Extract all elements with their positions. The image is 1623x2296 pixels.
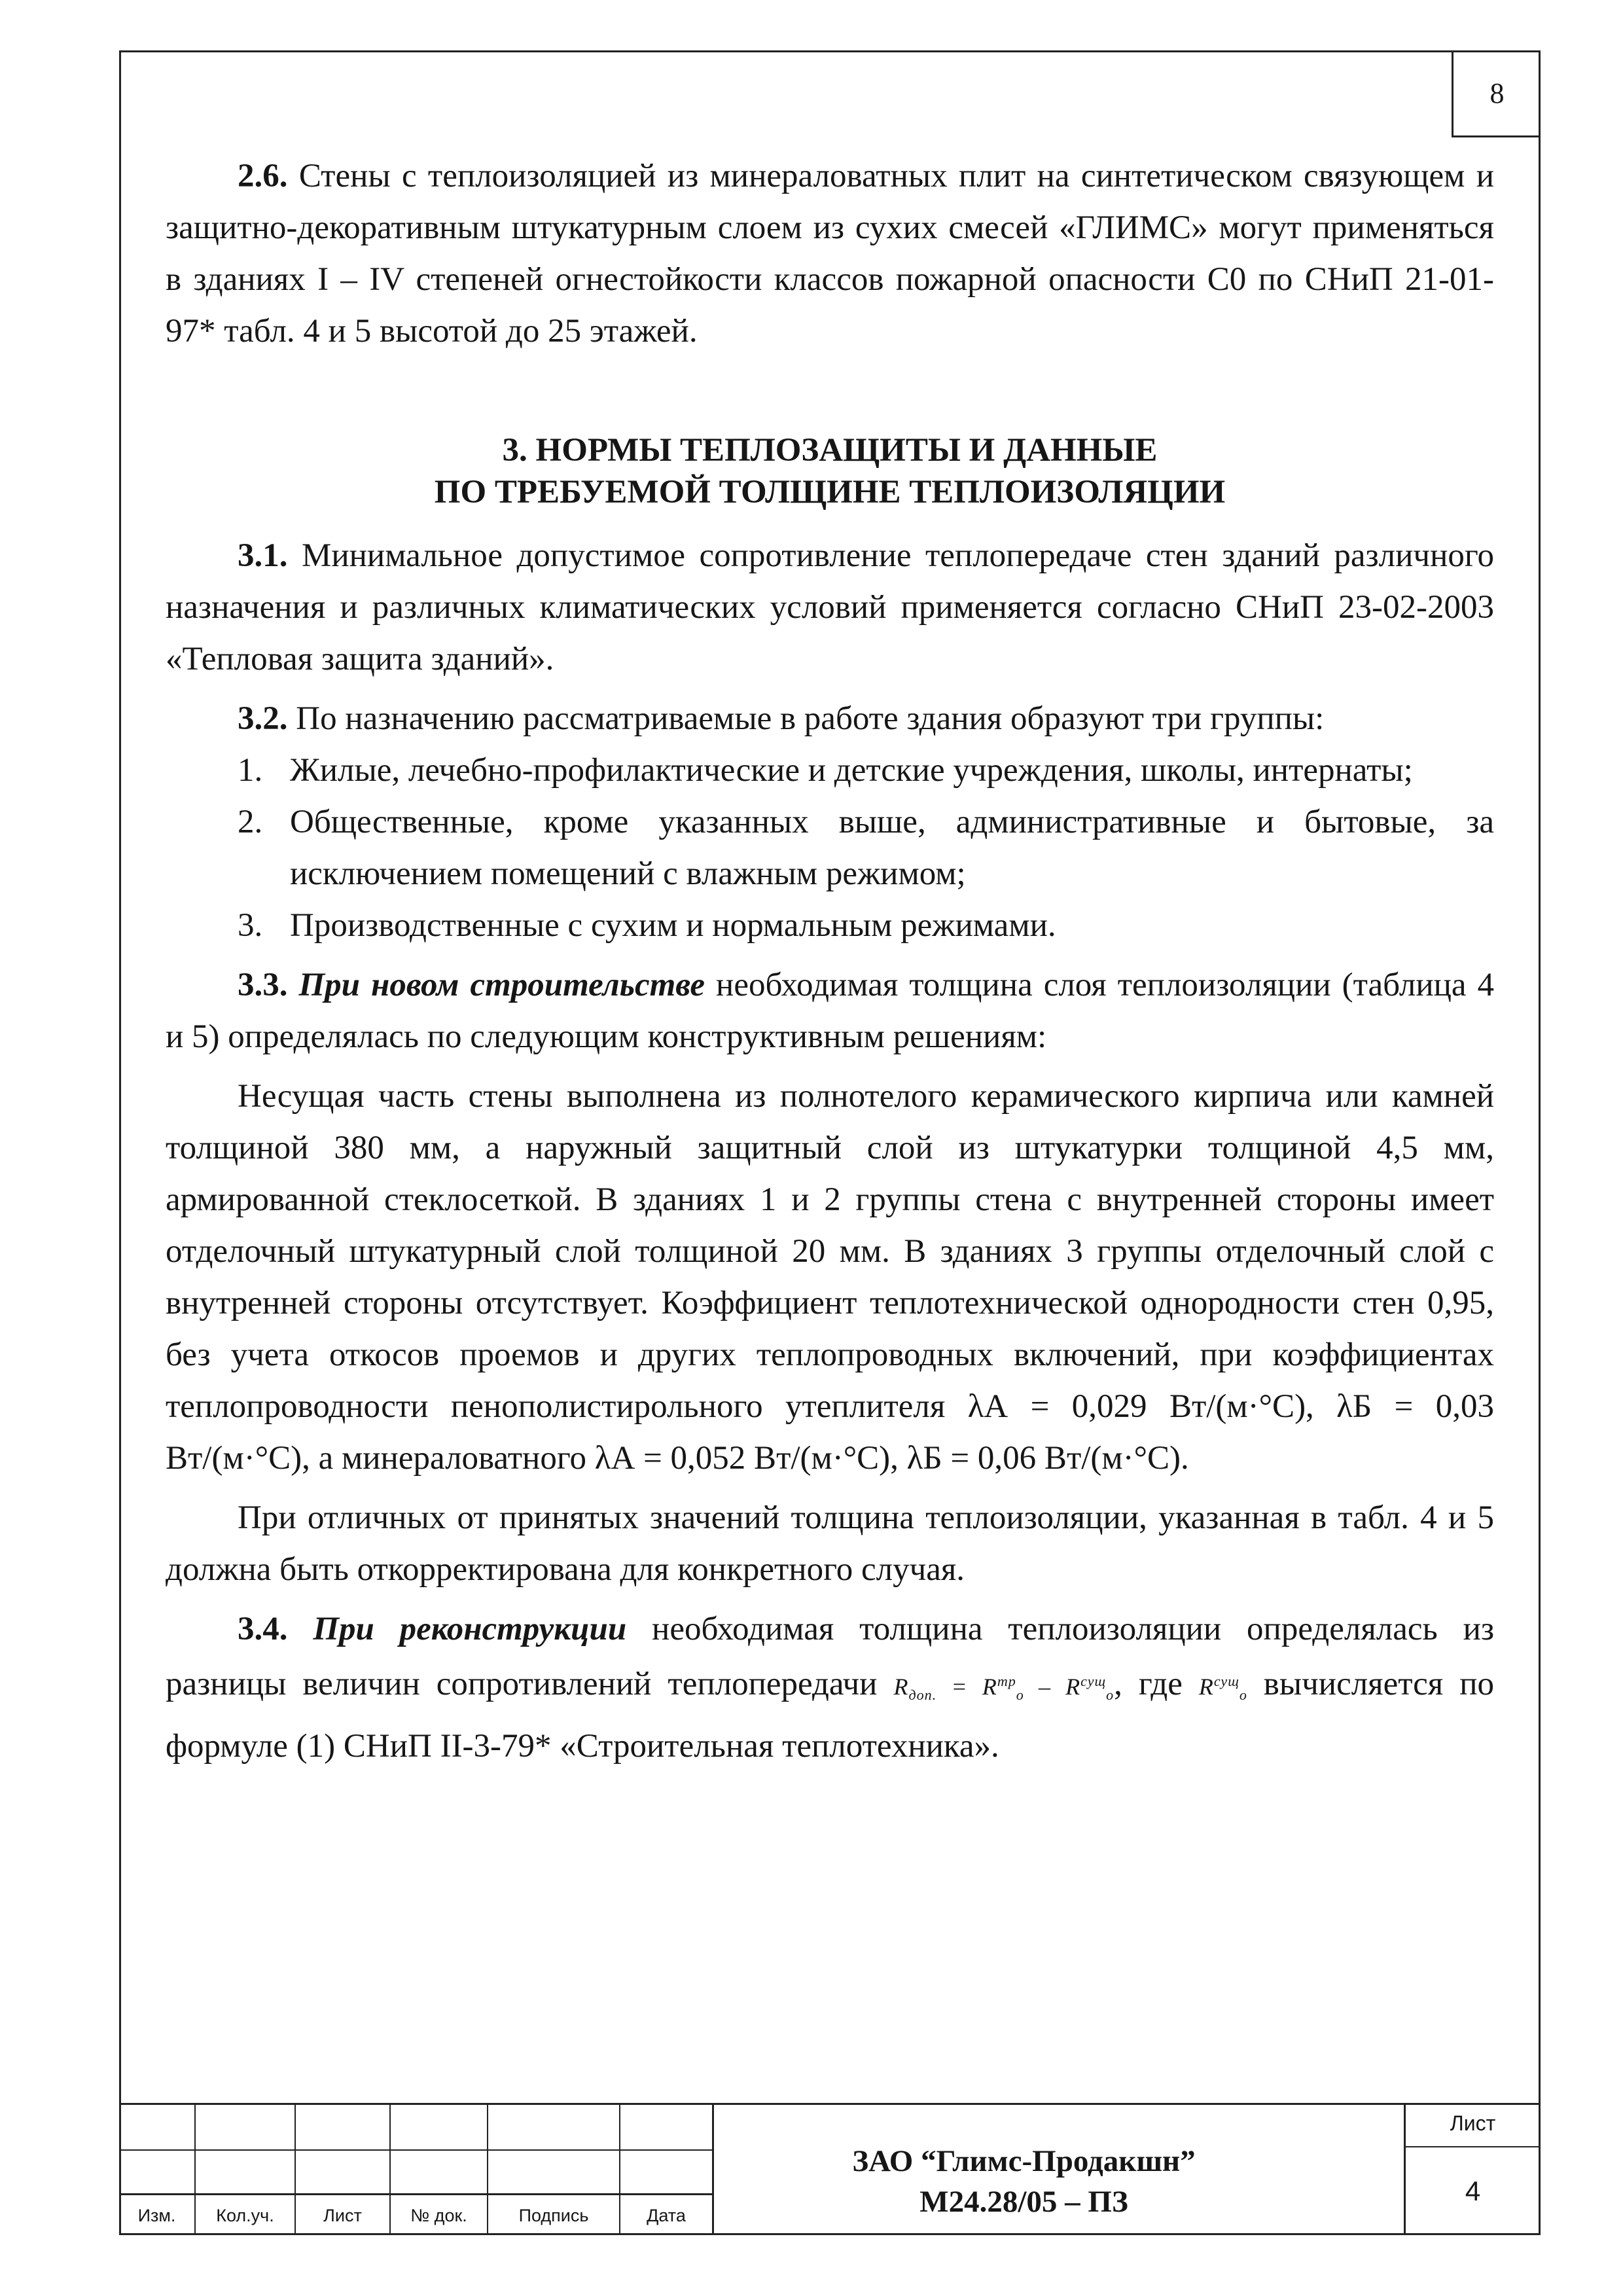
paragraph-text: Стены с теплоизоляцией из минераловатных плит на синтетическом связующем и защитно-декоративным штукатурным слоем из сухих смесей «ГЛИМС» могут применяться в зданиях I – IV степеней огнестойкости классов пожарной опасности С0 по СНиП 21-01-97* табл. 4 и 5 высотой до 25 этажей.	[166, 158, 1494, 350]
paragraph-3-3-construction: Несущая часть стены выполнена из полнотелого керамического кирпича или камней толщиной 380 мм, а наружный защитный слой из штукатурки толщиной 4,5 мм, армированной стеклосеткой. В зданиях 1 и 2 группы стена с внутренней стороны имеет отделочный штукатурный слой толщиной 20 мм. В зданиях 3 группы отделочный слой с внутренней стороны отсутствует. Коэффициент теплотехнической однородности стен 0,95, без учета откосов проемов и других теплопроводных включений, при коэффициентах теплопроводности пенополистирольного утеплителя λА = 0,029 Вт/(м·°С), λБ = 0,03 Вт/(м·°С), а минераловатного λА = 0,052 Вт/(м·°С), λБ = 0,06 Вт/(м·°С).	[166, 1078, 1494, 1477]
list-text: Общественные, кроме указанных выше, административные и бытовые, за исключением помещений с влажным режимом;	[290, 804, 1494, 892]
list-item	[166, 745, 1494, 797]
formula-superscript: тр	[997, 1673, 1016, 1689]
column-label-sheet: Лист	[323, 2206, 362, 2225]
formula-subscript: o	[1239, 1687, 1247, 1704]
document-body	[166, 151, 1494, 1772]
section-number: 2.6.	[238, 158, 288, 194]
column-label-signature: Подпись	[518, 2206, 589, 2225]
paragraph-text: , где	[1114, 1666, 1183, 1702]
list-item	[166, 900, 1494, 952]
list-number: 1.	[238, 752, 263, 789]
page-number: 8	[1452, 50, 1541, 137]
paragraph-text: По назначению рассматриваемые в работе здания образуют три группы:	[296, 700, 1325, 737]
paragraph-3-3	[166, 960, 1494, 1063]
formula-operator: –	[1038, 1674, 1051, 1700]
emphasis-text: При реконструкции	[313, 1611, 627, 1647]
formula-symbol: R	[1065, 1674, 1081, 1700]
paragraph-text: Минимальное допустимое сопротивление теплопередаче стен зданий различного назначения и различных климатических условий применяется согласно СНиП 23-02-2003 «Тепловая защита зданий».	[166, 537, 1495, 677]
formula-subscript: доп.	[908, 1687, 937, 1704]
column-label-doc-number: № док.	[410, 2206, 467, 2225]
paragraph-3-1	[166, 530, 1494, 685]
section-number: 3.2.	[238, 700, 288, 737]
document-code: М24.28/05 – ПЗ	[919, 2185, 1128, 2219]
list-text: Производственные с сухим и нормальным режимами.	[290, 907, 1056, 944]
list-number: 2.	[238, 804, 263, 840]
formula-symbol: R	[982, 1674, 997, 1700]
paragraph-3-2	[166, 693, 1494, 745]
title-block	[119, 2103, 1541, 2235]
paragraph-text: необходимая толщина слоя теплоизоляции (таблица 4 и 5) определялась по следующим конструктивным решениям:	[166, 967, 1495, 1055]
section-heading	[166, 429, 1494, 513]
emphasis-text: При новом строительстве	[298, 967, 705, 1003]
company-info	[718, 2141, 1330, 2222]
section-number: 3.4.	[238, 1611, 288, 1647]
section-number: 3.1.	[238, 537, 288, 574]
column-label-date: Дата	[647, 2206, 686, 2225]
paragraph-text: вычисляется по формуле (1) СНиП II-3-79* «Строительная теплотехника».	[166, 1666, 1495, 1765]
section-number: 3.3.	[238, 967, 288, 1003]
sheet-value: 4	[1465, 2176, 1481, 2206]
column-label-change: Изм.	[137, 2206, 176, 2225]
list-item	[166, 797, 1494, 900]
formula-operator: =	[951, 1674, 968, 1700]
formula-symbol: R	[1198, 1674, 1214, 1700]
formula-subscript: o	[1016, 1687, 1024, 1704]
paragraph-2-6	[166, 151, 1494, 357]
formula-symbol: R	[893, 1674, 909, 1700]
existing-resistance-symbol	[1198, 1673, 1247, 1704]
list-text: Жилые, лечебно-профилактические и детские учреждения, школы, интернаты;	[290, 752, 1413, 789]
sheet-label: Лист	[1450, 2111, 1496, 2135]
paragraph-text: необходимая толщина теплоизоляции определялась из разницы величин сопротивлений теплопередачи	[166, 1611, 1495, 1702]
column-label-count: Кол.уч.	[216, 2206, 274, 2225]
formula-superscript: сущ	[1080, 1673, 1107, 1689]
paragraph-3-3-correction: При отличных от принятых значений толщина теплоизоляции, указанная в табл. 4 и 5 должна быть откорректирована для конкретного случая.	[166, 1499, 1494, 1588]
heading-line-2: ПО ТРЕБУЕМОЙ ТОЛЩИНЕ ТЕПЛОИЗОЛЯЦИИ	[434, 474, 1226, 511]
paragraph-3-4	[166, 1604, 1494, 1772]
formula-superscript: сущ	[1213, 1673, 1240, 1689]
heading-line-1: 3. НОРМЫ ТЕПЛОЗАЩИТЫ И ДАННЫЕ	[502, 432, 1158, 469]
list-number: 3.	[238, 907, 263, 944]
formula-subscript: o	[1106, 1687, 1115, 1704]
resistance-formula	[893, 1673, 1115, 1704]
company-name: ЗАО “Глимс-Продакшн”	[852, 2144, 1196, 2178]
